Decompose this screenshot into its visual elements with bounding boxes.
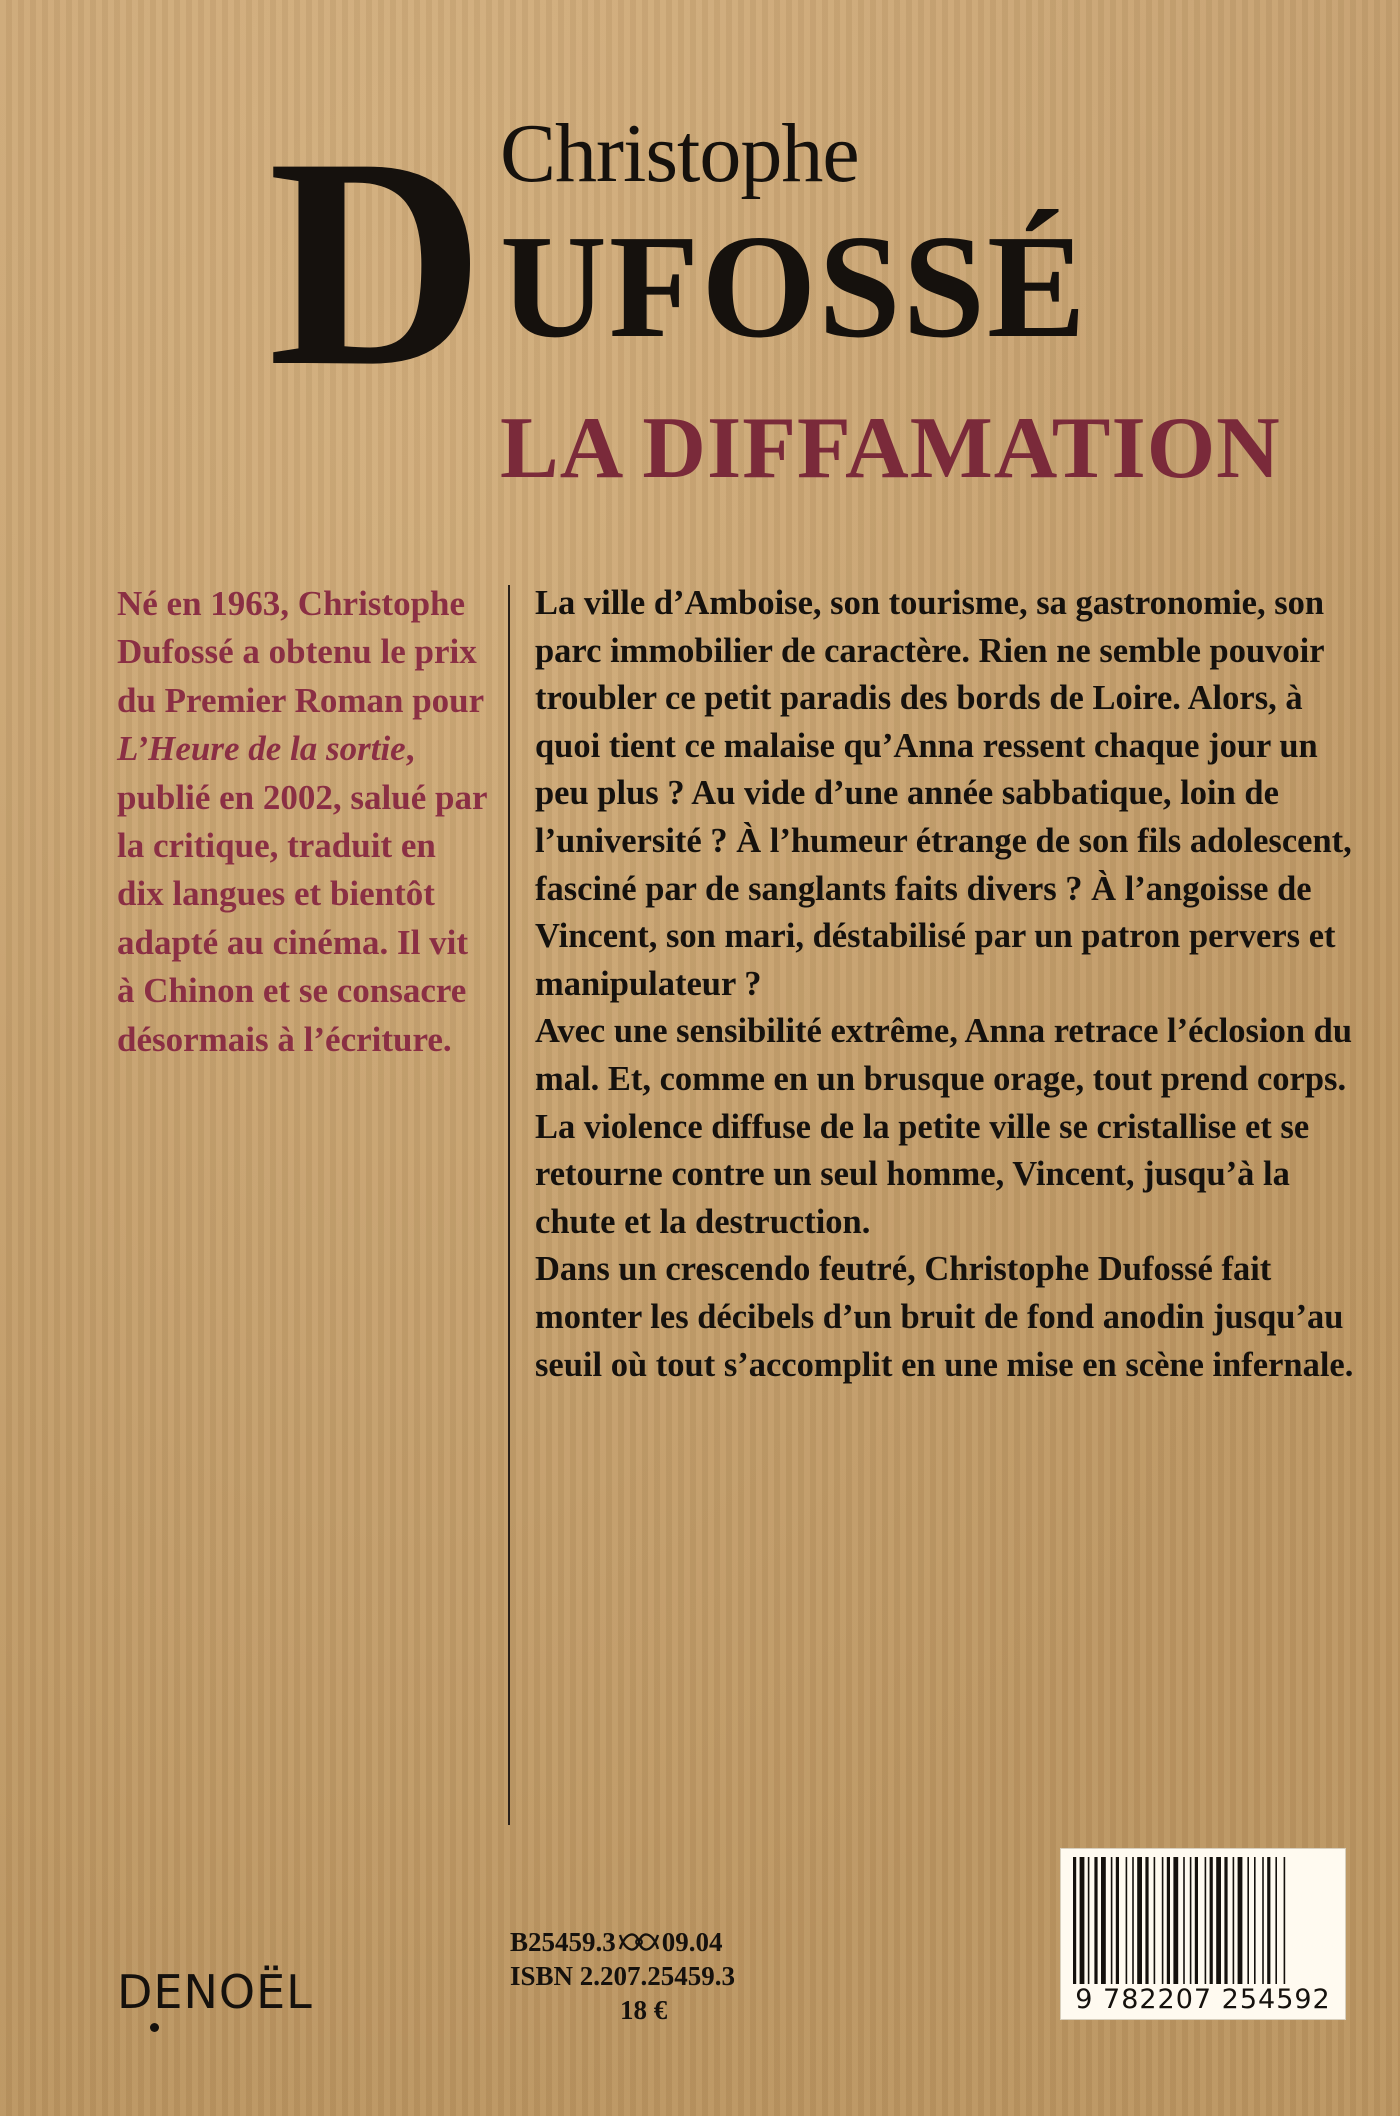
reference-code-row: [510, 1925, 830, 1959]
barcode-bar: [1111, 1857, 1113, 1997]
bio-text-start: Né en 1963, Christophe Dufossé a obtenu le prix du Premier Roman pour: [117, 584, 484, 720]
synopsis-paragraph-1: La ville d’Amboise, son tourisme, sa gastronomie, son parc immobilier de caractère. Rien ne semble pouvoir troubler ce petit paradis des bords de Loire. Alors, à quoi tient ce malaise qu’Anna ressent chaque jour un peu plus ? Au vide d’une année sabbatique, loin de l’université ? À l’humeur étrange de son fils adolescent, fasciné par de sanglants faits divers ? À l’angoisse de Vincent, son mari, déstabilisé par un patron pervers et manipulateur ?: [535, 584, 1352, 1003]
bio-book-title: L’Heure de la sortie: [117, 729, 406, 769]
barcode-bar: [1080, 1857, 1085, 1997]
author-first-name: Christophe: [500, 107, 859, 200]
barcode-digits: 9 782207 254592: [1061, 1984, 1345, 2015]
bio-text-end: , publié en 2002, salué par la critique, traduit en dix langues et bientôt adapté au cinéma. Il vit à Chinon et se consacre désormais à l’écriture.: [117, 729, 487, 1059]
barcode-bar: [1224, 1857, 1227, 1997]
barcode-bar: [1162, 1857, 1164, 1997]
synopsis-paragraph-3: Dans un crescendo feutré, Christophe Dufossé fait monter les décibels d’un bruit de fond anodin jusqu’au seuil où tout s’accomplit en une mise en scène infernale.: [535, 1250, 1354, 1384]
barcode-bar: [1167, 1857, 1170, 1997]
barcode-bar: [1210, 1857, 1213, 1997]
synopsis-paragraph-2: Avec une sensibilité extrême, Anna retrace l’éclosion du mal. Et, comme en un brusque orage, tout prend corps. La violence diffuse de la petite ville se cristallise et se retourne contre un seul homme, Vincent, jusqu’à la chute et la destruction.: [535, 1012, 1352, 1241]
barcode-bar: [1238, 1857, 1243, 1997]
reference-code-left: B25459.3: [510, 1927, 616, 1957]
book-title: LA DIFFAMATION: [500, 400, 1281, 497]
barcode-bar: [1247, 1857, 1249, 1997]
barcode-bar: [1132, 1857, 1134, 1997]
author-initial: D: [268, 96, 481, 428]
column-divider: [508, 585, 510, 1825]
barcode-bar: [1183, 1857, 1185, 1997]
publisher-logo: DENOËL: [117, 1965, 313, 2019]
barcode-bar: [1267, 1857, 1270, 1997]
barcode-bar: [1205, 1857, 1207, 1997]
barcode-bar: [1233, 1857, 1235, 1997]
barcode-bar: [1190, 1857, 1192, 1997]
price: 18 €: [620, 1995, 668, 2025]
barcode-bar: [1262, 1857, 1264, 1997]
barcode-bar: [1145, 1857, 1148, 1997]
barcode-bar: [1195, 1857, 1198, 1997]
barcode-bar: [1116, 1857, 1119, 1997]
barcode-bar: [1275, 1857, 1277, 1997]
synopsis: [535, 580, 1365, 1389]
author-bio: [117, 580, 487, 1064]
reference-code-right: 09.04: [661, 1927, 723, 1957]
author-surname: UFOSSÉ: [500, 205, 1088, 369]
barcode: [1060, 1848, 1346, 2020]
barcode-bar: [1216, 1857, 1221, 1997]
barcode-bar: [1094, 1857, 1097, 1997]
isbn: ISBN 2.207.25459.3: [510, 1961, 736, 1991]
barcode-bar: [1088, 1857, 1090, 1997]
barcode-bar: [1137, 1857, 1142, 1997]
catalog-codes: [510, 1925, 830, 2027]
barcode-bar: [1173, 1857, 1178, 1997]
barcode-bar: [1073, 1857, 1076, 1997]
barcode-bar: [1101, 1857, 1106, 1997]
knot-icon: [616, 1927, 662, 1957]
publisher-dot: [150, 2023, 159, 2032]
barcode-bar: [1254, 1857, 1256, 1997]
barcode-bar: [1154, 1857, 1156, 1997]
barcode-bars: [1071, 1857, 1337, 1997]
barcode-bar: [1126, 1857, 1128, 1997]
barcode-bar: [1284, 1857, 1286, 1997]
